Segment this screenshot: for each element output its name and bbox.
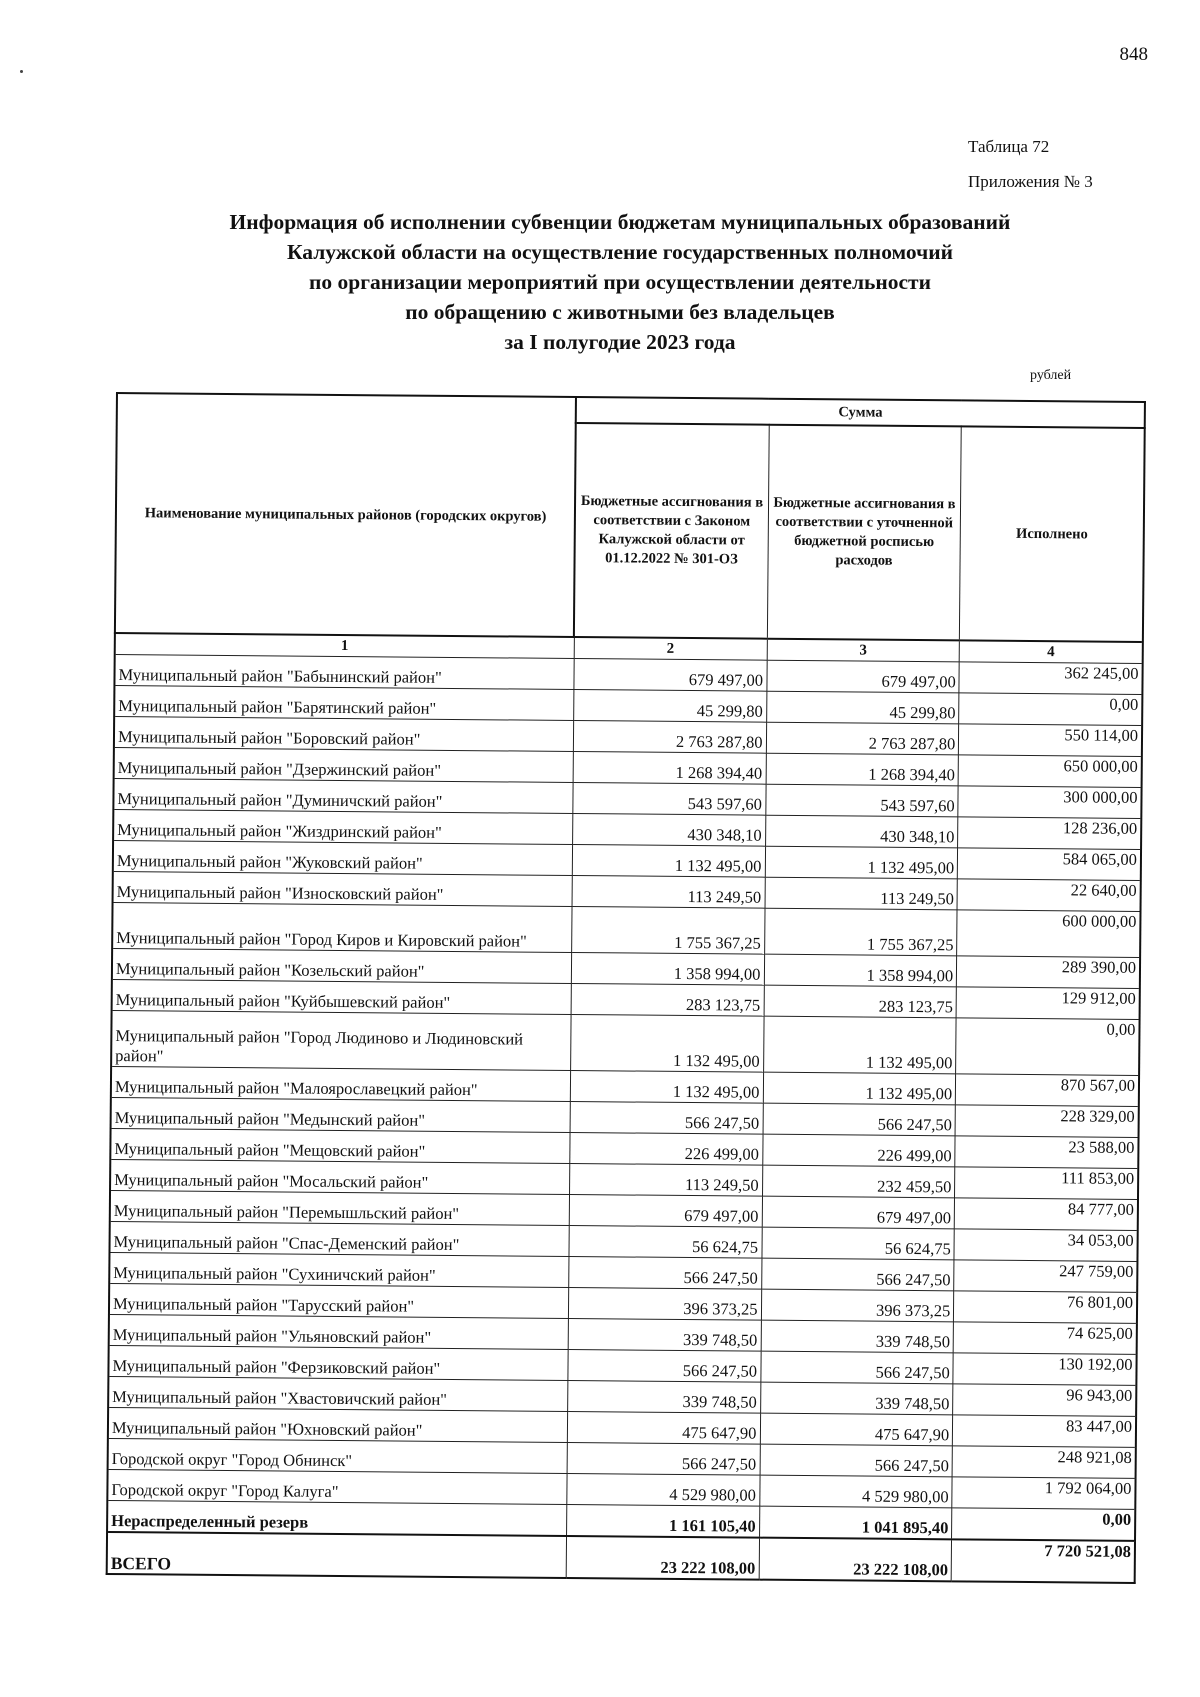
row-col4: 22 640,00 <box>957 879 1140 912</box>
row-col2: 566 247,50 <box>570 1101 763 1134</box>
header-sum: Сумма <box>576 397 1145 428</box>
row-name: Нераспределенный резерв <box>107 1500 567 1535</box>
row-col4: 76 801,00 <box>954 1291 1137 1324</box>
row-col4: 584 065,00 <box>958 848 1141 881</box>
row-col2: 430 348,10 <box>572 814 765 847</box>
row-col2: 1 268 394,40 <box>573 752 766 785</box>
total-col3: 23 222 108,00 <box>759 1537 952 1581</box>
row-name: Муниципальный район "Дзержинский район" <box>114 747 574 782</box>
row-col4: 23 588,00 <box>955 1136 1138 1169</box>
row-col3: 566 247,50 <box>763 1103 956 1136</box>
row-col2: 679 497,00 <box>569 1194 762 1227</box>
row-name: Муниципальный район "Жуковский район" <box>113 840 573 875</box>
column-number: 4 <box>959 640 1142 663</box>
title-line: по обращению с животными без владельцев <box>405 300 835 324</box>
scan-speck <box>20 70 23 73</box>
row-col4: 248 921,08 <box>952 1446 1135 1479</box>
row-col2: 113 249,50 <box>572 875 765 908</box>
row-name: Муниципальный район "Мосальский район" <box>110 1159 570 1194</box>
row-col3: 679 497,00 <box>766 660 959 693</box>
row-name: Муниципальный район "Мещовский район" <box>110 1128 570 1163</box>
row-col3: 679 497,00 <box>762 1196 955 1229</box>
row-col2: 4 529 980,00 <box>567 1473 760 1506</box>
row-col3: 283 123,75 <box>764 985 957 1018</box>
row-name: Муниципальный район "Ферзиковский район" <box>108 1345 568 1380</box>
row-name: Городской округ "Город Обнинск" <box>108 1438 568 1473</box>
row-col2: 566 247,50 <box>568 1256 761 1289</box>
row-col4: 362 245,00 <box>959 662 1142 695</box>
row-col4: 128 236,00 <box>958 817 1141 850</box>
row-col3: 1 132 495,00 <box>765 846 958 879</box>
row-col4: 289 390,00 <box>957 956 1140 989</box>
row-col2: 543 597,60 <box>573 783 766 816</box>
row-col3: 1 755 367,25 <box>764 908 957 956</box>
row-name: Муниципальный район "Медынский район" <box>111 1097 571 1132</box>
row-col4: 0,00 <box>952 1508 1135 1541</box>
header-col3: Бюджетные ассигнования в соответствии с уточненной бюджетной росписью расходов <box>767 425 962 641</box>
row-col2: 2 763 287,80 <box>573 721 766 754</box>
column-number: 2 <box>574 637 767 660</box>
row-col3: 475 647,90 <box>760 1413 953 1446</box>
row-col2: 1 755 367,25 <box>571 906 764 954</box>
row-col2: 679 497,00 <box>574 659 767 692</box>
row-col2: 1 358 994,00 <box>571 952 764 985</box>
row-col2: 396 373,25 <box>568 1287 761 1320</box>
row-col4: 870 567,00 <box>956 1074 1139 1107</box>
row-name: Муниципальный район "Тарусский район" <box>109 1283 569 1318</box>
row-name: Муниципальный район "Износковский район" <box>113 871 573 906</box>
row-col3: 1 132 495,00 <box>763 1072 956 1105</box>
row-col3: 4 529 980,00 <box>759 1475 952 1508</box>
row-col3: 226 499,00 <box>762 1134 955 1167</box>
row-col4: 600 000,00 <box>957 910 1141 958</box>
row-col2: 113 249,50 <box>569 1163 762 1196</box>
row-col3: 2 763 287,80 <box>766 722 959 755</box>
row-col3: 1 041 895,40 <box>759 1506 952 1539</box>
total-col4: 7 720 521,08 <box>951 1539 1135 1583</box>
row-name: Муниципальный район "Боровский район" <box>114 716 574 751</box>
row-col4: 111 853,00 <box>955 1167 1138 1200</box>
row-col2: 1 161 105,40 <box>566 1504 759 1537</box>
row-col4: 0,00 <box>956 1018 1140 1076</box>
row-col4: 228 329,00 <box>955 1105 1138 1138</box>
column-number: 1 <box>115 633 574 659</box>
document-title <box>160 207 1080 357</box>
row-name: Городской округ "Город Калуга" <box>107 1469 567 1504</box>
row-col3: 566 247,50 <box>761 1258 954 1291</box>
row-col4: 247 759,00 <box>954 1260 1137 1293</box>
appendix-label: Приложения № 3 <box>968 172 1093 191</box>
row-col3: 232 459,50 <box>762 1165 955 1198</box>
row-name: Муниципальный район "Сухиничский район" <box>109 1252 569 1287</box>
row-name: Муниципальный район "Козельский район" <box>112 948 572 983</box>
row-col3: 1 268 394,40 <box>766 753 959 786</box>
table-row <box>112 902 1140 957</box>
table-number: Таблица 72 <box>968 137 1050 156</box>
row-col4: 34 053,00 <box>954 1229 1137 1262</box>
row-col4: 83 447,00 <box>953 1415 1136 1448</box>
row-col2: 339 748,50 <box>567 1380 760 1413</box>
subvention-table <box>106 392 1146 1583</box>
row-col4: 74 625,00 <box>953 1322 1136 1355</box>
row-col3: 566 247,50 <box>760 1444 953 1477</box>
row-name: Муниципальный район "Бабынинский район" <box>114 654 574 689</box>
row-name: Муниципальный район "Барятинский район" <box>114 685 574 720</box>
total-col2: 23 222 108,00 <box>566 1535 759 1579</box>
row-col2: 283 123,75 <box>571 983 764 1016</box>
row-name: Муниципальный район "Куйбышевский район" <box>112 979 572 1014</box>
title-line: Калужской области на осуществление государственных полномочий <box>287 240 953 264</box>
row-name: Муниципальный район "Малоярославецкий район" <box>111 1066 571 1101</box>
row-col4: 0,00 <box>959 693 1142 726</box>
row-name: Муниципальный район "Спас-Деменский район" <box>109 1221 569 1256</box>
row-name: Муниципальный район "Ульяновский район" <box>109 1314 569 1349</box>
row-col3: 339 748,50 <box>760 1382 953 1415</box>
header-name-column: Наименование муниципальных районов (городских округов) <box>115 393 576 637</box>
units-label: рублей <box>1030 368 1072 383</box>
column-number: 3 <box>767 639 960 662</box>
row-col4: 550 114,00 <box>959 724 1142 757</box>
row-col2: 1 132 495,00 <box>570 1070 763 1103</box>
header-col4: Исполнено <box>960 426 1145 642</box>
page-number: 848 <box>1119 44 1148 65</box>
row-col3: 430 348,10 <box>765 815 958 848</box>
row-col3: 396 373,25 <box>761 1289 954 1322</box>
row-col2: 56 624,75 <box>569 1225 762 1258</box>
row-col3: 113 249,50 <box>765 877 958 910</box>
row-col4: 84 777,00 <box>955 1198 1138 1231</box>
row-col2: 45 299,80 <box>573 690 766 723</box>
row-col3: 543 597,60 <box>765 784 958 817</box>
row-col4: 129 912,00 <box>956 987 1139 1020</box>
title-line: за I полугодие 2023 года <box>504 330 736 354</box>
row-col4: 96 943,00 <box>953 1384 1136 1417</box>
row-col3: 1 132 495,00 <box>763 1016 956 1074</box>
row-col2: 226 499,00 <box>570 1132 763 1165</box>
row-col2: 566 247,50 <box>567 1442 760 1475</box>
total-label: ВСЕГО <box>107 1531 567 1577</box>
row-name: Муниципальный район "Хвастовичский район" <box>108 1376 568 1411</box>
row-col4: 1 792 064,00 <box>952 1477 1135 1510</box>
row-col2: 475 647,90 <box>567 1411 760 1444</box>
row-col3: 339 748,50 <box>761 1320 954 1353</box>
row-name: Муниципальный район "Город Людиново и Людиновский район" <box>111 1010 571 1070</box>
row-col3: 56 624,75 <box>761 1227 954 1260</box>
row-col2: 1 132 495,00 <box>572 844 765 877</box>
row-col4: 650 000,00 <box>958 755 1141 788</box>
row-col4: 300 000,00 <box>958 786 1141 819</box>
table-row <box>111 1010 1139 1075</box>
row-col3: 566 247,50 <box>760 1351 953 1384</box>
row-name: Муниципальный район "Перемышльский район" <box>110 1190 570 1225</box>
row-col2: 339 748,50 <box>568 1318 761 1351</box>
row-name: Муниципальный район "Думиничский район" <box>113 778 573 813</box>
row-col4: 130 192,00 <box>953 1353 1136 1386</box>
row-col3: 1 358 994,00 <box>764 954 957 987</box>
row-col2: 566 247,50 <box>568 1349 761 1382</box>
row-col2: 1 132 495,00 <box>570 1014 763 1072</box>
row-name: Муниципальный район "Город Киров и Кировский район" <box>112 902 572 952</box>
row-col3: 45 299,80 <box>766 691 959 724</box>
total-row <box>107 1531 1135 1582</box>
row-name: Муниципальный район "Юхновский район" <box>108 1407 568 1442</box>
row-name: Муниципальный район "Жиздринский район" <box>113 809 573 844</box>
title-line: Информация об исполнении субвенции бюджетам муниципальных образований <box>229 210 1011 234</box>
title-line: по организации мероприятий при осуществлении деятельности <box>308 270 932 294</box>
header-col2: Бюджетные ассигнования в соответствии с Законом Калужской области от 01.12.2022 № 301-ОЗ <box>574 423 769 639</box>
table-body <box>107 654 1143 1540</box>
